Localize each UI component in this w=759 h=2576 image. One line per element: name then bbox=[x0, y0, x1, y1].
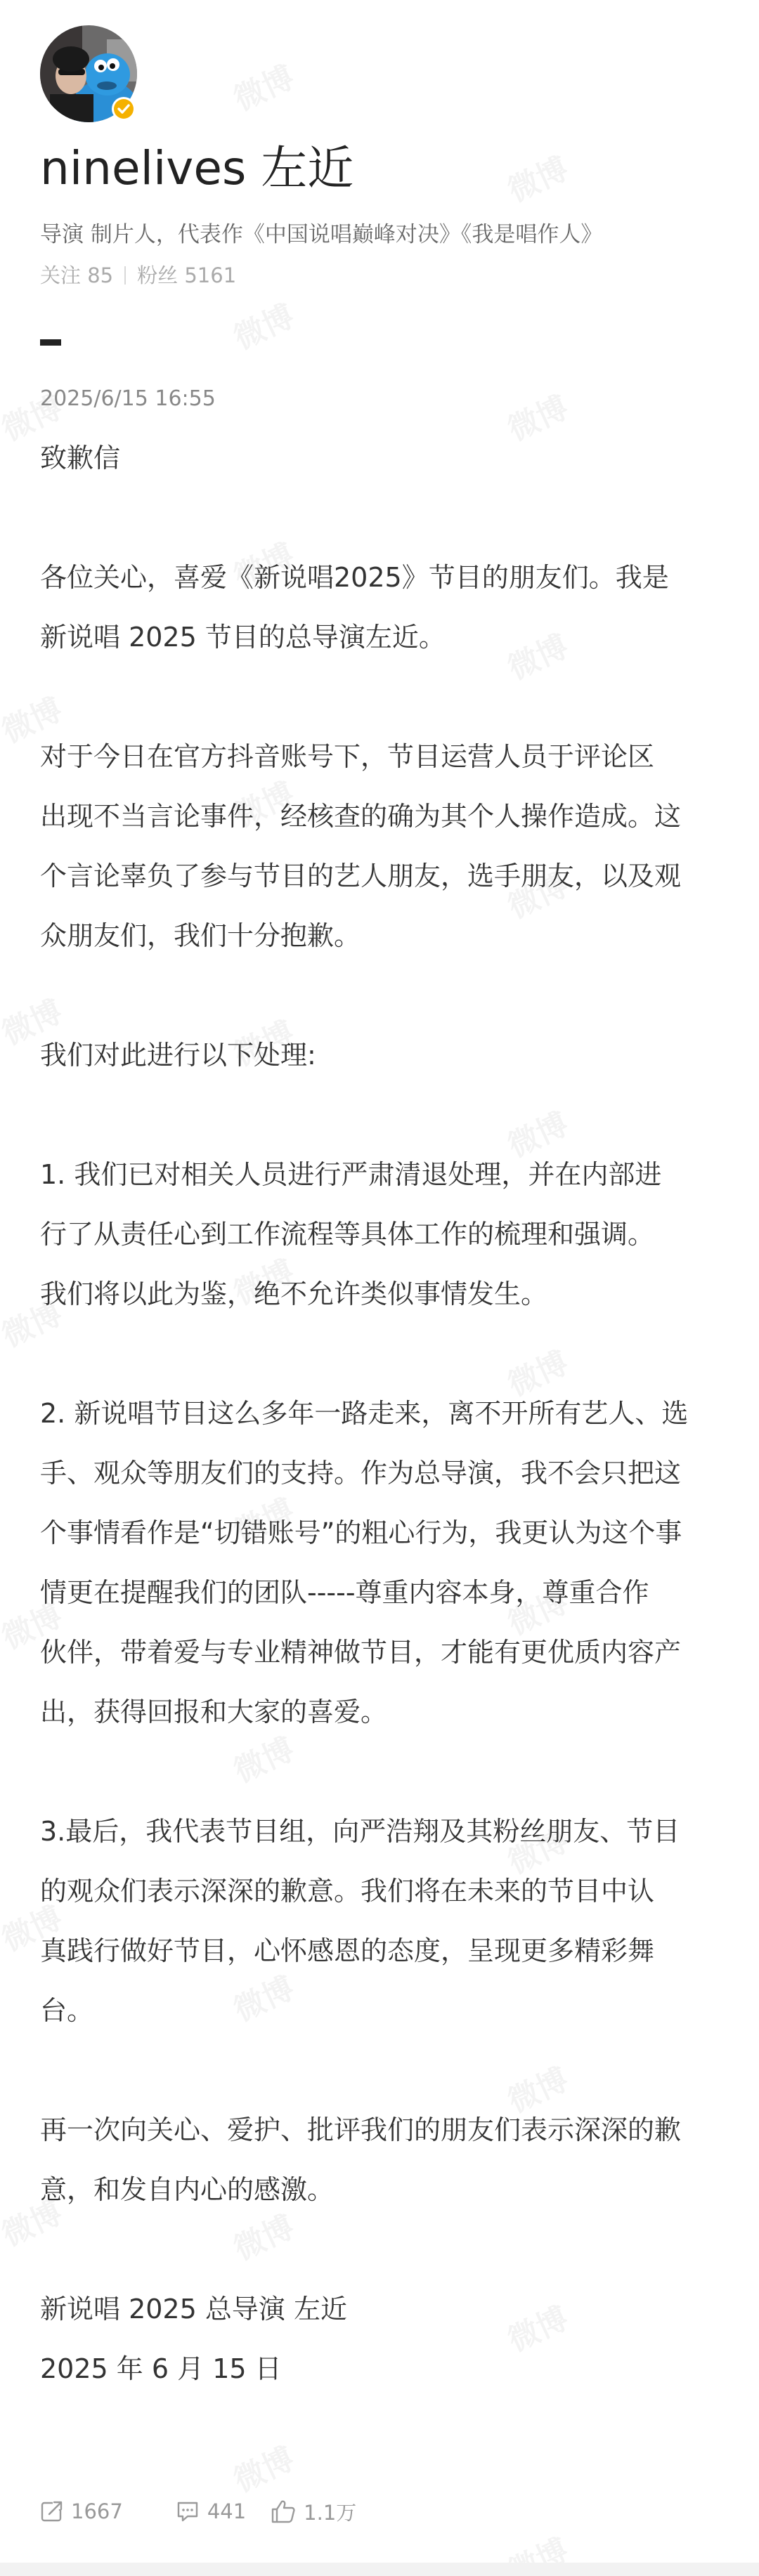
post-line: 意，和发自内心的感激。 bbox=[40, 2174, 335, 2205]
post-line: 行了从责任心到工作流程等具体工作的梳理和强调。 bbox=[40, 1219, 655, 1250]
post-line: 3.最后，我代表节目组，向严浩翔及其粉丝朋友、节目 bbox=[40, 1816, 680, 1847]
comment-icon bbox=[175, 2499, 200, 2523]
repost-count: 1667 bbox=[71, 2499, 123, 2523]
post-line: 2025 年 6 月 15 日 bbox=[40, 2353, 282, 2384]
post-line: 个事情看作是“切错账号”的粗心行为，我更认为这个事 bbox=[40, 1517, 682, 1548]
post-date: 2025/6/15 16:55 bbox=[40, 386, 216, 411]
profile-stats bbox=[40, 261, 236, 289]
post-line: 各位关心，喜爱《新说唱2025》节目的朋友们。我是 bbox=[40, 562, 669, 593]
post-line: 的观众们表示深深的歉意。我们将在未来的节目中认 bbox=[40, 1876, 655, 1907]
post-line: 出，获得回报和大家的喜爱。 bbox=[40, 1696, 388, 1727]
post-line: 我们对此进行以下处理: bbox=[40, 1040, 316, 1071]
blank-line bbox=[40, 1085, 736, 1145]
blank-line bbox=[40, 2041, 736, 2100]
post-line: 出现不当言论事件，经核查的确为其个人操作造成。这 bbox=[40, 801, 682, 832]
post-line: 台。 bbox=[40, 1995, 94, 2026]
repost-button[interactable] bbox=[40, 2499, 123, 2523]
post-line: 手、观众等朋友们的支持。作为总导演，我不会只把这 bbox=[40, 1458, 682, 1489]
post-line: 情更在提醒我们的团队-----尊重内容本身，尊重合作 bbox=[40, 1577, 649, 1608]
post-body bbox=[40, 429, 736, 2399]
blank-line bbox=[40, 1324, 736, 1384]
blank-line bbox=[40, 966, 736, 1026]
post-line: 个言论辜负了参与节目的艺人朋友，选手朋友，以及观 bbox=[40, 861, 682, 891]
watermark bbox=[226, 2433, 301, 2500]
post-line: 真践行做好节目，心怀感恩的态度，呈现更多精彩舞 bbox=[40, 1935, 655, 1966]
like-icon bbox=[270, 2499, 297, 2524]
blank-line bbox=[40, 488, 736, 548]
comment-count: 441 bbox=[207, 2499, 247, 2523]
blank-line bbox=[40, 667, 736, 727]
watermark bbox=[226, 291, 301, 358]
like-count: 1.1万 bbox=[304, 2500, 357, 2525]
comment-button[interactable] bbox=[175, 2499, 246, 2523]
repost-icon bbox=[40, 2499, 64, 2523]
post-line: 2. 新说唱节目这么多年一路走来，离不开所有艺人、选 bbox=[40, 1398, 689, 1429]
stats-divider bbox=[124, 266, 126, 285]
post-line: 再一次向关心、爱护、批评我们的朋友们表示深深的歉 bbox=[40, 2114, 682, 2145]
watermark bbox=[226, 52, 301, 119]
post-line: 致歉信 bbox=[40, 443, 121, 473]
post-line: 对于今日在官方抖音账号下，节目运营人员于评论区 bbox=[40, 741, 655, 772]
post-line: 我们将以此为鉴，绝不允许类似事情发生。 bbox=[40, 1279, 548, 1309]
blank-line bbox=[40, 2220, 736, 2280]
post-line: 伙伴，带着爱与专业精神做节目，才能有更优质内容产 bbox=[40, 1637, 682, 1668]
followers-count[interactable]: 粉丝 5161 bbox=[137, 263, 237, 287]
post-line: 众朋友们，我们十分抱歉。 bbox=[40, 920, 361, 951]
username[interactable]: ninelives 左近 bbox=[40, 141, 354, 195]
verified-badge-icon bbox=[111, 96, 136, 122]
like-button[interactable] bbox=[270, 2497, 356, 2526]
post-line: 新说唱 2025 节目的总导演左近。 bbox=[40, 622, 446, 653]
blank-line bbox=[40, 1742, 736, 1802]
bottom-bar bbox=[0, 2563, 759, 2576]
post-line: 1. 我们已对相关人员进行严肃清退处理，并在内部进 bbox=[40, 1159, 662, 1190]
following-count[interactable]: 关注 85 bbox=[40, 263, 114, 287]
section-divider bbox=[40, 339, 61, 346]
post-actions bbox=[40, 2497, 380, 2525]
watermark bbox=[500, 143, 575, 210]
post-line: 新说唱 2025 总导演 左近 bbox=[40, 2294, 347, 2325]
profile-bio: 导演 制片人，代表作《中国说唱巅峰对决》《我是唱作人》 bbox=[40, 222, 603, 247]
